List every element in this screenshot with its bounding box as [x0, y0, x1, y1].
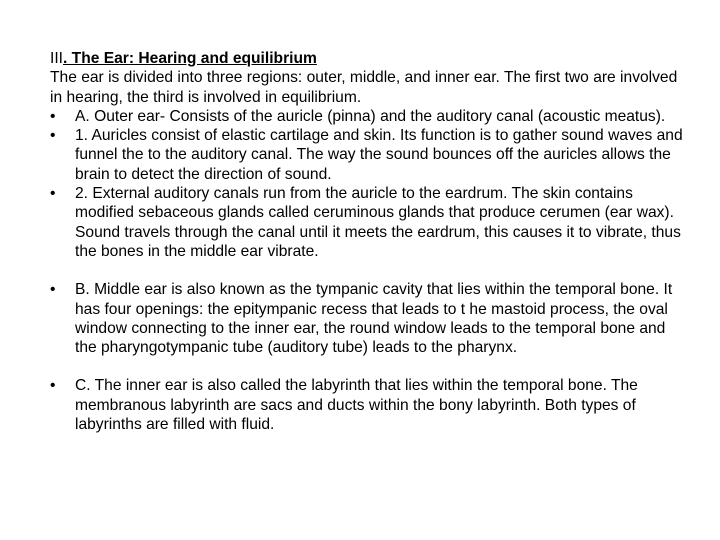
- bullet-text: 2. External auditory canals run from the auricle to the eardrum. The skin contains modified sebaceous glands called ceruminous glands that produce cerumen (ear wax). Sound travels through the canal until it meets the eardrum, this causes it to vibrate, thus the bones in the middle ear vibrate.: [75, 185, 681, 260]
- section-heading: [50, 49, 685, 68]
- section-number: III: [50, 50, 63, 67]
- bullet-auricles: [50, 126, 685, 184]
- bullet-middle-ear: [50, 280, 685, 357]
- intro-paragraph: The ear is divided into three regions: outer, middle, and inner ear. The first two are involved in hearing, the third is involved in equilibrium.: [50, 69, 678, 106]
- slide-content: [50, 49, 685, 434]
- bullet-marker: •: [50, 107, 56, 125]
- bullet-text: C. The inner ear is also called the labyrinth that lies within the temporal bone. The membranous labyrinth are sacs and ducts within the bony labyrinth. Both types of labyrinths are filled with fluid.: [75, 377, 638, 434]
- bullet-marker: •: [50, 377, 56, 395]
- bullet-auditory-canals: [50, 184, 685, 261]
- bullet-text: 1. Auricles consist of elastic cartilage and skin. Its function is to gather sound waves and funnel the to the auditory canal. The way the sound bounces off the auricles allows the brain to detect the direction of sound.: [75, 127, 683, 183]
- section-title: . The Ear: Hearing and equilibrium: [63, 50, 317, 67]
- bullet-text: B. Middle ear is also known as the tympanic cavity that lies within the temporal bone. It has four openings: the epitympanic recess that leads to t he mastoid process, the oval window connecting to the inner ear, the round window leads to the temporal bone and the pharyngotympanic tube (auditory tube) leads to the pharynx.: [75, 281, 673, 357]
- bullet-inner-ear: [50, 376, 685, 434]
- bullet-marker: •: [50, 127, 56, 145]
- bullet-marker: •: [50, 281, 56, 299]
- bullet-text: A. Outer ear- Consists of the auricle (pinna) and the auditory canal (acoustic meatus).: [75, 107, 666, 125]
- bullet-list: [50, 107, 685, 434]
- bullet-outer-ear: [50, 107, 685, 126]
- bullet-marker: •: [50, 185, 56, 203]
